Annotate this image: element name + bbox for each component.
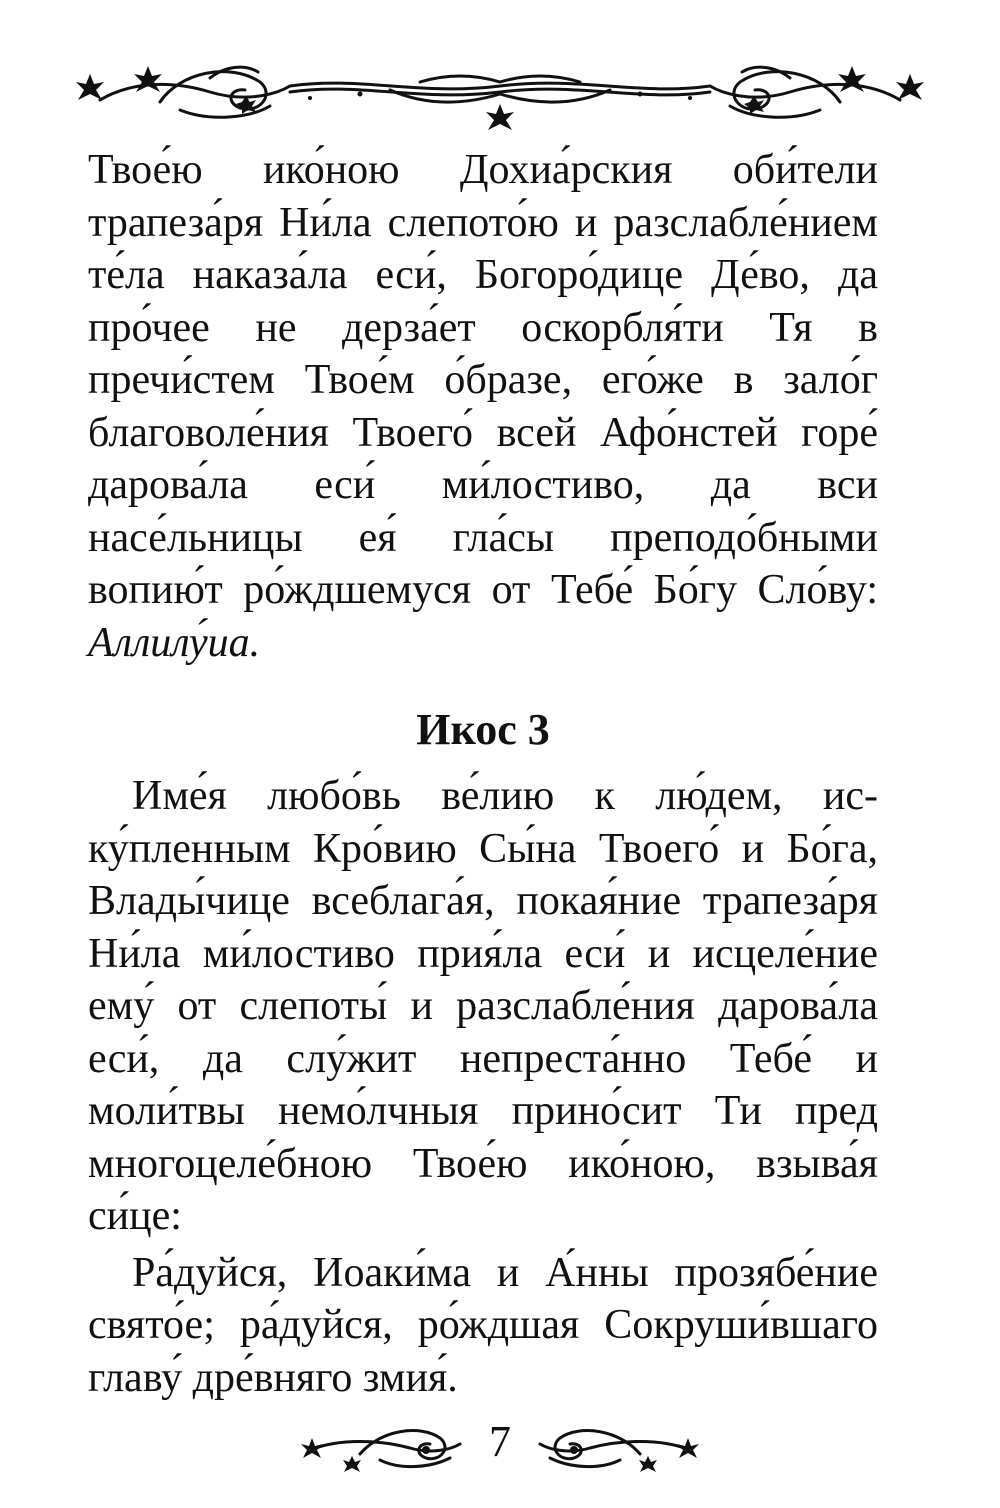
prayer-text-top <box>88 144 878 669</box>
alleluia-text: Аллилу́иа. <box>88 619 261 666</box>
floral-headpiece-ornament-icon <box>60 52 940 136</box>
page-number: 7 <box>489 1417 511 1466</box>
rejoice-paragraph: Ра́дуйся, Иоаки́ма и А́нны прозябе́ние свято́е; ра́дуйся, ро́ждшая Сокруши́вшаго главу́ дре́вняго змия́. <box>88 1249 878 1401</box>
ikos-heading: Икос 3 <box>416 705 550 754</box>
ikos-paragraph: Име́я любо́вь ве́лию к лю́дем, иску́пленным Кро́вию Сы́на Твоего́ и Бо́га, Влады́чице всеблага́я, покая́ние трапеза́ря Ни́ла ми́лостиво прия́ла еси́ и исцеле́ние ему́ от слепоты́ и разслабле́ния дарова́ла еси́, да слу́жит непреста́нно Тебе́ и моли́твы немо́лчныя прино́сит Ти пред многоцеле́бною Твое́ю ико́ною, взыва́я си́це: <box>88 773 878 1239</box>
ikos-text-block <box>88 770 878 1404</box>
kontakion-text: Твое́ю ико́ною Дохиа́рския оби́тели трапеза́ря Ни́ла слепото́ю и разслабле́нием те́ла наказа́ла еси́, Богоро́дице Де́во, да про́чее не дерза́ет оскорбля́ти Тя в пречи́стем Твое́м о́бразе, его́же в зало́г благоволе́ния Твоего́ всей Афо́нстей горе́ дарова́ла еси́ ми́лостиво, да вси насе́льницы ея́ гла́сы преподо́бными вопию́т ро́ждшемуся от Тебе́ Бо́гу Сло́ву: <box>88 147 878 613</box>
